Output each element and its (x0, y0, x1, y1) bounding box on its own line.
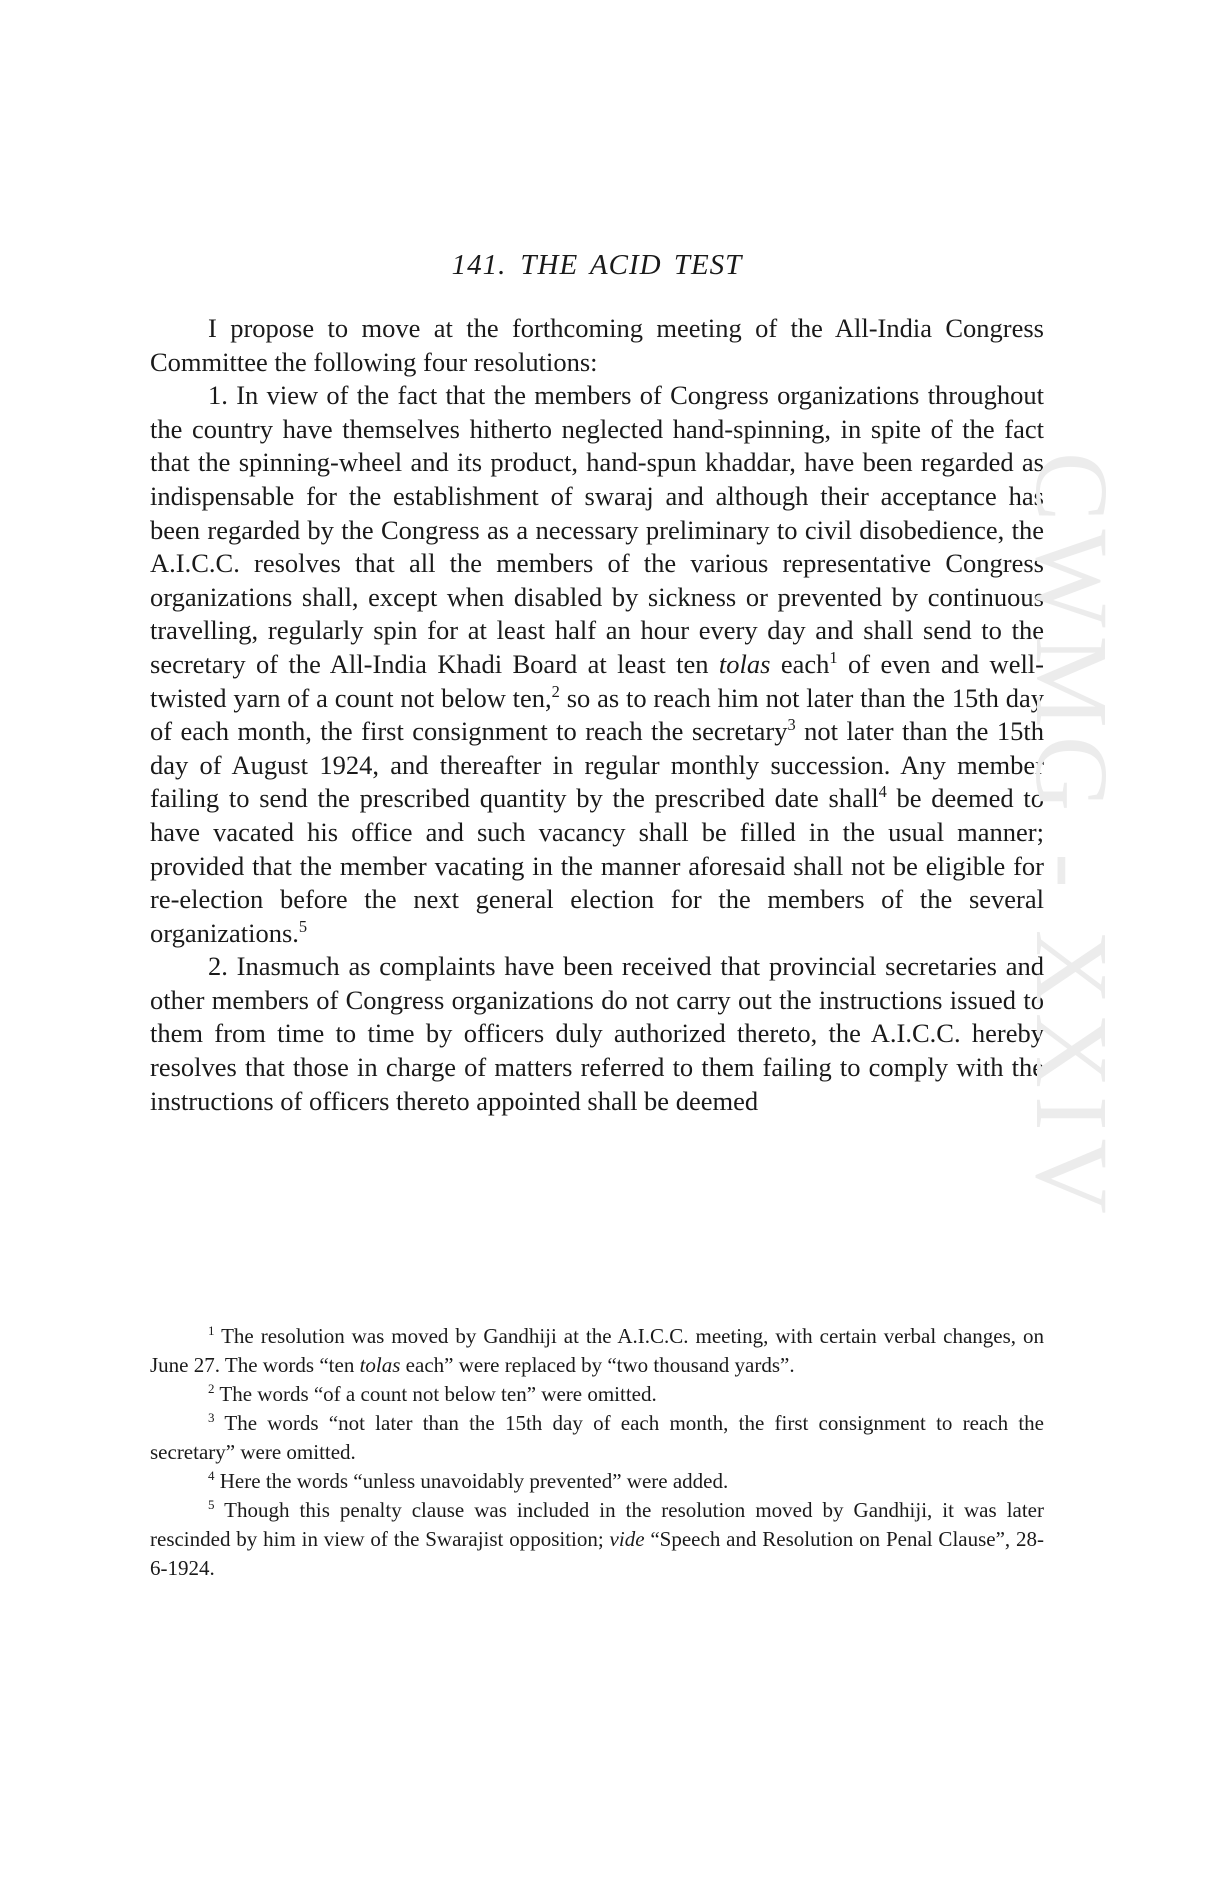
footnote-5-text-a: Though this penalty clause was included in the resolution moved by Gandhiji, it was later rescinded by him in view of the Swarajist opposition; (150, 1498, 1044, 1551)
resolution-1-part5: be deemed to have vacated his office and such vacancy shall be filled in the usual manner; provided that the member vacating in the manner aforesaid shall not be eligible for re-election before the next general election for the members of the several organizations. (150, 783, 1044, 948)
footnote-2-text: The words “of a count not below ten” were omitted. (214, 1382, 657, 1406)
footnote-1-text-b: each” were replaced by “two thousand yards”. (400, 1353, 795, 1377)
page (150, 0, 1044, 1890)
section-number: 141. (451, 249, 507, 281)
resolution-1-part2: of even and well-twisted yarn of a count not below ten, (150, 648, 1044, 713)
footnote-mark-1: 1 (208, 1323, 215, 1338)
footnote-4 (150, 1467, 1044, 1496)
footnotes (150, 1322, 1044, 1583)
footnote-2 (150, 1380, 1044, 1409)
footnote-mark-2: 2 (208, 1381, 215, 1396)
intro-paragraph: I propose to move at the forthcoming meeting of the All-India Congress Committee the following four resolutions: (150, 313, 1044, 377)
footnote-ref-5: 5 (298, 916, 308, 936)
resolution-1-part3: so as to reach him not later than the 15th day of each month, the first consignment to reach the secretary (150, 682, 1044, 747)
footnote-3-text: The words “not later than the 15th day of each month, the first consignment to reach the secretary” were omitted. (150, 1411, 1044, 1464)
footnote-4-text: Here the words “unless unavoidably prevented” were added. (214, 1469, 729, 1493)
footnote-ref-3: 3 (787, 715, 796, 735)
italic-tolas: tolas (718, 648, 771, 679)
footnote-1-text-a: The resolution was moved by Gandhiji at the A.I.C.C. meeting, with certain verbal changes, on June 27. The words “ten (150, 1324, 1044, 1377)
resolution-1-each: each (770, 648, 830, 679)
resolution-1 (150, 379, 1044, 950)
resolution-1-lead: 1. In view of the fact that the members of Congress organizations throughout the country have themselves hitherto neglected hand-spinning, in spite of the fact that the spinning-wheel and its product, hand-spun khaddar, have been regarded as indispensable for the establishment of swaraj and although their acceptance has been regarded by the Congress as a necessary preliminary to civil disobedience, the A.I.C.C. resolves that all the members of the various representative Congress organizations shall, except when disabled by sickness or prevented by continuous travelling, regularly spin for at least half an hour every day and shall send to the secretary of the All-India Khadi Board at least ten (150, 380, 1044, 679)
footnote-ref-2: 2 (551, 681, 560, 701)
footnote-mark-5: 5 (208, 1497, 215, 1512)
section-title: THE ACID TEST (520, 249, 743, 281)
footnote-3 (150, 1409, 1044, 1467)
footnote-5 (150, 1496, 1044, 1583)
resolution-1-part4: not later than the 15th day of August 1924, and thereafter in regular monthly succession. Any member failing to send the prescribed quantity by the prescribed date shall (150, 716, 1044, 814)
footnote-mark-3: 3 (208, 1410, 215, 1425)
footnote-ref-4: 4 (878, 782, 887, 802)
page-title (150, 249, 1044, 282)
watermark: CWMG - XXIV (1014, 452, 1129, 1222)
footnote-1 (150, 1322, 1044, 1380)
main-text (150, 312, 1044, 1118)
footnote-mark-4: 4 (208, 1468, 215, 1483)
footnote-ref-1: 1 (829, 648, 838, 668)
footnote-1-italic: tolas (359, 1353, 401, 1377)
footnote-5-italic: vide (609, 1527, 645, 1551)
resolution-2: 2. Inasmuch as complaints have been received that provincial secretaries and other members of Congress organizations do not carry out the instructions issued to them from time to time by officers duly authorized thereto, the A.I.C.C. hereby resolves that those in charge of matters referred to them failing to comply with the instructions of officers thereto appointed shall be deemed (150, 951, 1044, 1116)
footnote-5-text-b: “Speech and Resolution on Penal Clause”, 28-6-1924. (150, 1527, 1044, 1580)
